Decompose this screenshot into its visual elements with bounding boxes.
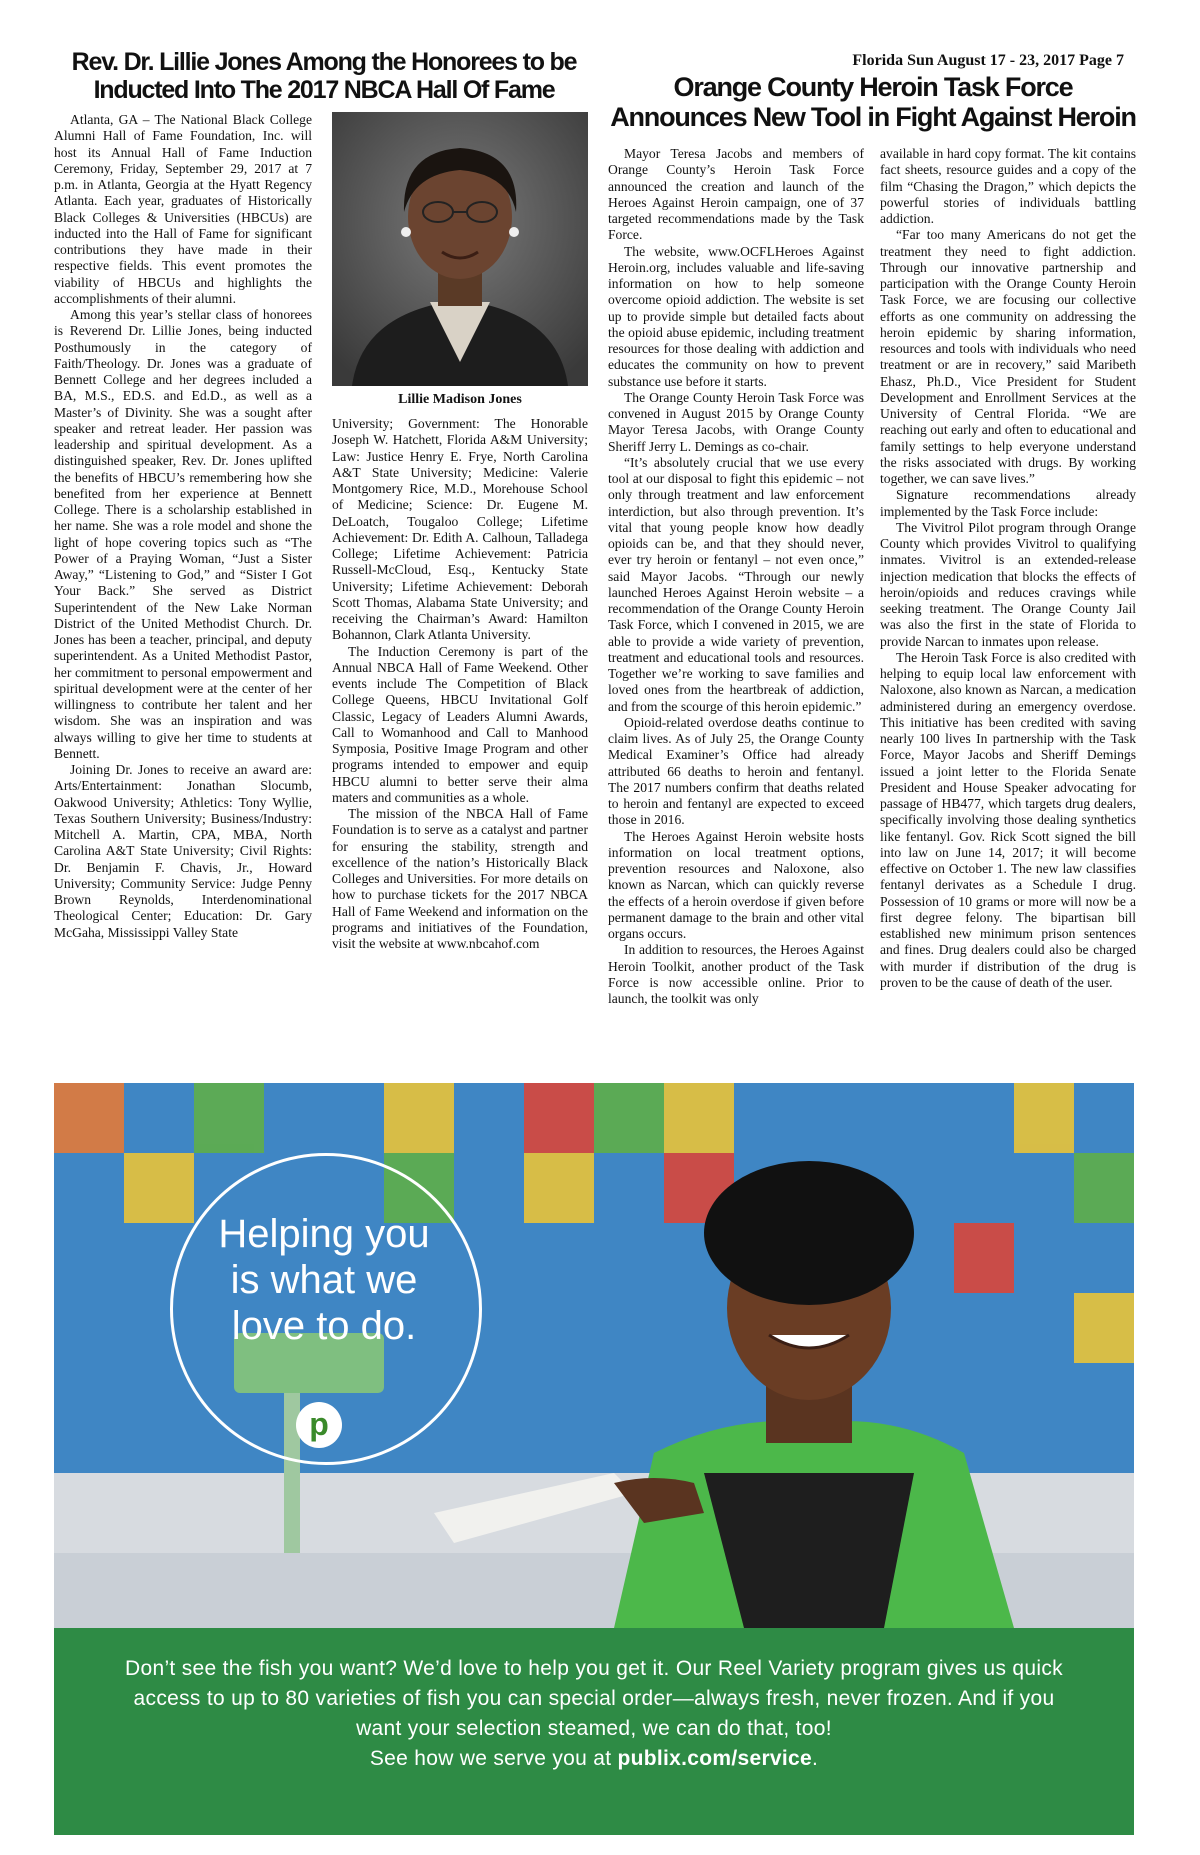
article2-headline-line1: Orange County Heroin Task Force: [673, 72, 1073, 102]
paragraph: Mayor Teresa Jacobs and members of Orange County’s Heroin Task Force announced the creation and launch of the Heroes Against Heroin campaign, one of 37 targeted recommendations made by the Task Force.: [608, 146, 864, 243]
article2-headline-line2: Announces New Tool in Fight Against Heroin: [610, 102, 1136, 133]
article1-column-2: [332, 416, 588, 952]
ad-copy: [114, 1654, 1074, 1774]
paragraph: The Orange County Heroin Task Force was convened in August 2015 by Orange County Mayor Teresa Jacobs, with Orange County Sheriff Jerry L. Demings as co-chair.: [608, 389, 864, 454]
paragraph: Atlanta, GA – The National Black College Alumni Hall of Fame Foundation, Inc. will host its Annual Hall of Fame Induction Ceremony, Friday, September 29, 2017 at 7 p.m. in Atlanta, Georgia at the Hyatt Regency Atlanta. Each year, graduates of Historically Black Colleges & Universities (HBCUs) are inducted into the Hall of Fame for significant contributions they have made in their respective fields. This event promotes the viability of HBCUs and highlights the accomplishments of their alumni.: [54, 112, 312, 306]
article2-headline: [600, 72, 1146, 132]
publix-advertisement: [54, 1083, 1134, 1835]
article1-column-1: [54, 112, 312, 941]
paragraph: The Heroin Task Force is also credited with helping to equip local law enforcement with Naloxone, also known as Narcan, a medication administered during an emergency overdose. This initiative has been credited with saving nearly 100 lives In partnership with the Task Force, Mayor Jacobs and Sheriff Demings issued a joint letter to the Florida Senate President and House Speaker advocating for passage of HB477, which targets drug dealers, specifically involving those dealing synthetics like fentanyl. Gov. Rick Scott signed the bill into law on June 14, 2017; it will become effective on October 1. The new law classifies fentanyl derivates as a Schedule I drug. Possession of 10 grams or more will now be a first degree felony. The bipartisan bill established new minimum prison sentences and fines. Drug dealers could also be charged with murder if distribution of the drug is proven to be the cause of death of the user.: [880, 649, 1136, 990]
ad-cta-prefix: See how we serve you at: [369, 1747, 618, 1770]
portrait-photo: [332, 112, 588, 386]
paragraph: The Induction Ceremony is part of the Annual NBCA Hall of Fame Weekend. Other events include The Competition of Black College Queens, HBCU Invitational Golf Classic, Legacy of Leaders Alumni Awards, Call to Womanhood and Call to Manhood Symposia, Positive Image Program and other programs intended to empower and equip HBCU alumni to better serve their alma maters and communities as a whole.: [332, 643, 588, 805]
paragraph: available in hard copy format. The kit contains fact sheets, resource guides and a copy of the film “Chasing the Dragon,” which depicts the powerful stories of individuals battling addiction.: [880, 146, 1136, 226]
masthead: Florida Sun August 17 - 23, 2017 Page 7: [852, 52, 1124, 69]
ad-cta-suffix: .: [812, 1747, 819, 1770]
paragraph: The Vivitrol Pilot program through Orange County which provides Vivitrol to qualifying inmates. Vivitrol is an extended-release injection medication that blocks the effects of heroin/opioids and reduces cravings while seeking treatment. The Orange County Jail was also the first in the state of Florida to provide Narcan to inmates upon release.: [880, 519, 1136, 649]
paragraph: Signature recommendations already implemented by the Task Force include:: [880, 487, 1136, 519]
photo-caption: Lillie Madison Jones: [398, 392, 522, 407]
paragraph: Opioid-related overdose deaths continue to claim lives. As of July 25, the Orange County Medical Examiner’s Office had already attributed 66 deaths to heroin and fentanyl. The 2017 numbers confirm that deaths related to heroin and fentanyl are expected to exceed those in 2016.: [608, 714, 864, 828]
paragraph: The Heroes Against Heroin website hosts information on local treatment options, prevention resources and Naloxone, also known as Narcan, which can quickly reverse the effects of a heroin overdose if given before permanent damage to the brain and other vital organs occurs.: [608, 828, 864, 941]
paragraph: The website, www.OCFLHeroes Against Heroin.org, includes valuable and life-saving information on how to help someone overcome opioid addiction. The website is set up to provide simple but detailed facts about the opioid abuse epidemic, including treatment resources for those dealing with addiction and educates the community on how to prevent substance use before it starts.: [608, 243, 864, 389]
article2-column-2: [880, 146, 1136, 991]
paragraph: “Far too many Americans do not get the treatment they need to fight addiction. Through our innovative partnership and participation with the Orange County Heroin Task Force, we are focusing our collective efforts as one community on addressing the heroin epidemic by sharing information, resources and tools with individuals who need treatment or are in recovery,” said Maribeth Ehasz, Ph.D., Vice President for Student Development and Enrollment Services at the University of Central Florida. “We are reaching out early and often to educational and family settings to help everyone understand the risks associated with drugs. By working together, we can save lives.”: [880, 227, 1136, 486]
paragraph: “It’s absolutely crucial that we use every tool at our disposal to fight this epidemic – not only through treatment and law enforcement interdiction, but also through prevention. It’s vital that young people know how deadly opioids can be, and that they should never, ever try heroin or fentanyl – not even once,” said Mayor Jacobs. “Through our newly launched Heroes Against Heroin website – a recommendation of the Orange County Heroin Task Force, which I convened in 2015, we are able to provide a wide variety of prevention, treatment and educational tools and resources. Together we’re working to save families and loved ones from the heartbreak of addiction, and from the scourge of this heroin epidemic.”: [608, 454, 864, 714]
paragraph: In addition to resources, the Heroes Against Heroin Toolkit, another product of the Task Force is now accessible online. Prior to launch, the toolkit was only: [608, 942, 864, 1006]
paragraph: Joining Dr. Jones to receive an award are: Arts/Entertainment: Jonathan Slocumb, Oakwood University; Athletics: Tony Wyllie, Texas Southern University; Business/Industry: Mitchell A. Martin, CPA, MBA, North Carolina A&T State University; Civil Rights: Dr. Benjamin F. Chavis, Jr., Howard University; Community Service: Judge Penny Brown Reynolds, Interdenominational Theological Center; Education: Dr. Gary McGaha, Mississippi Valley State: [54, 762, 312, 940]
ad-copy-band: [54, 1628, 1134, 1835]
publix-logo-icon: p: [296, 1402, 342, 1448]
paragraph: University; Government: The Honorable Joseph W. Hatchett, Florida A&M University; Law: Justice Henry E. Frye, North Carolina A&T State University; Medicine: Valerie Montgomery Rice, M.D., Morehouse School of Medicine; Science: Dr. Eugene M. DeLoatch, Tougaloo College; Lifetime Achievement: Dr. Edith A. Calhoun, Talladega College; Lifetime Achievement: Patricia Russell-McCloud, Esq., Kentucky State University; Lifetime Achievement: Deborah Scott Thomas, Alabama State University; and receiving the Chairman’s Award: Hamilton Bohannon, Clark Atlanta University.: [332, 416, 588, 643]
portrait-illustration: [332, 112, 588, 386]
article1-headline: [54, 48, 594, 104]
ad-copy-main: Don’t see the fish you want? We’d love to help you get it. Our Reel Variety program gives us quick access to up to 80 varieties of fish you can special order—always fresh, never frozen. And if you want your selection steamed, we can do that, too!: [125, 1657, 1063, 1740]
paragraph: The mission of the NBCA Hall of Fame Foundation is to serve as a catalyst and partner for ensuring the stability, strength and excellence of the nation’s Historically Black Colleges and Universities. For more details on how to purchase tickets for the 2017 NBCA Hall of Fame Weekend and information on the programs and initiatives of the Foundation, visit the website at www.nbcahof.com: [332, 806, 588, 951]
article1-headline-line2: Inducted Into The 2017 NBCA Hall Of Fame: [93, 76, 555, 104]
paragraph: Among this year’s stellar class of honorees is Reverend Dr. Lillie Jones, being inducted Posthumously in the category of Faith/Theology. Dr. Jones was a graduate of Bennett College and her degrees included a BA, M.S., ED.S. and Ed.D., as well as a Master’s of Divinity. She was a sought after speaker and retreat leader. Her passion was leadership and spiritual development. As a distinguished speaker, Rev. Dr. Jones uplifted the benefits of HBCU’s remembering how she benefited from her experience at Bennett College. There is a scholarship established in her name. She was a role model and shone the light of hope covering topics such as “The Power of a Praying Woman, “Just a Sister Away,” “Listening to God,” and “Sister I Got Your Back.” She served as District Superintendent of the New Lake Norman District of the United Methodist Church. Dr. Jones has been a teacher, principal, and deputy superintendent. As a United Methodist Pastor, her commitment to personal empowerment and spiritual development were at the center of her willingness to contribute her talent and her wisdom. She was an inspiration and was always willing to give her time to students at Bennett.: [54, 307, 312, 761]
article1-headline-line1: Rev. Dr. Lillie Jones Among the Honorees to be: [71, 48, 577, 76]
article2-column-1: [608, 146, 864, 1007]
ad-cta-link[interactable]: publix.com/service: [617, 1747, 812, 1770]
ad-headline: Helping you is what we love to do.: [218, 1212, 430, 1348]
